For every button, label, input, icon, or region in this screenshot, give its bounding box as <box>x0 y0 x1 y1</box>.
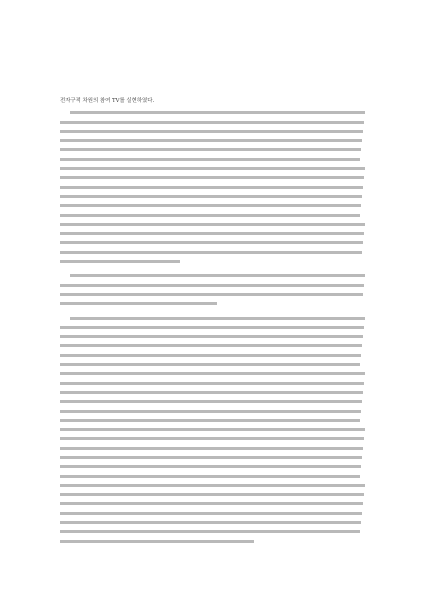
text-line-placeholder <box>60 167 365 176</box>
text-line-placeholder <box>60 344 365 353</box>
text-line-placeholder <box>60 391 365 400</box>
text-line-bar <box>60 354 361 357</box>
text-line-bar <box>60 284 364 287</box>
text-line-placeholder <box>60 260 365 269</box>
text-line-placeholder <box>60 372 365 381</box>
text-line-placeholder <box>60 521 365 530</box>
text-line-bar <box>60 530 360 533</box>
first-line: 전자구적 차원의 참여 TV를 실현하였다. <box>60 98 155 104</box>
text-line-placeholder <box>60 251 365 260</box>
text-line-placeholder <box>60 302 365 311</box>
text-line-bar <box>60 493 364 496</box>
text-line-placeholder <box>60 475 365 484</box>
text-line-bar <box>60 260 180 263</box>
text-line-bar <box>60 447 363 450</box>
text-line-bar <box>60 540 254 543</box>
text-line-placeholder <box>60 326 365 335</box>
text-line-bar <box>60 363 360 366</box>
text-line-placeholder <box>60 354 365 363</box>
text-line-placeholder <box>60 363 365 372</box>
text-line-placeholder <box>60 195 365 204</box>
text-line-bar <box>60 130 363 133</box>
text-line-bar <box>60 223 365 226</box>
text-line-bar <box>70 317 365 320</box>
text-line-placeholder <box>60 484 365 493</box>
text-line-bar <box>60 372 365 375</box>
text-line-bar <box>60 158 360 161</box>
text-line-bar <box>60 195 362 198</box>
text-line-placeholder <box>60 293 365 302</box>
text-line-placeholder <box>60 232 365 241</box>
text-line-placeholder <box>60 382 365 391</box>
text-line-bar <box>60 391 363 394</box>
text-line-bar <box>60 293 363 296</box>
text-line-bar <box>60 512 362 515</box>
text-line-placeholder <box>60 274 365 283</box>
text-line-placeholder <box>60 130 365 139</box>
text-line-bar <box>60 437 364 440</box>
text-line-bar <box>60 139 362 142</box>
text-line-bar <box>60 502 363 505</box>
text-line-bar <box>60 419 360 422</box>
text-line-placeholder <box>60 512 365 521</box>
text-line-placeholder <box>60 447 365 456</box>
text-line-placeholder <box>60 158 365 167</box>
text-line-placeholder <box>60 121 365 130</box>
text-line-bar <box>60 232 364 235</box>
unreadable-paragraphs <box>60 111 365 549</box>
text-line-bar <box>60 241 363 244</box>
text-line-placeholder <box>60 223 365 232</box>
text-line-placeholder <box>60 317 365 326</box>
text-line-placeholder <box>60 437 365 446</box>
text-line-bar <box>60 335 363 338</box>
text-line-placeholder <box>60 148 365 157</box>
text-line-bar <box>60 344 362 347</box>
text-line-bar <box>60 251 362 254</box>
text-line-bar <box>60 428 365 431</box>
text-line-bar <box>60 382 364 385</box>
text-line-placeholder <box>60 419 365 428</box>
text-line-bar <box>60 214 360 217</box>
text-line-placeholder <box>60 335 365 344</box>
text-line-bar <box>60 521 361 524</box>
text-line-placeholder <box>60 502 365 511</box>
text-line-placeholder <box>60 111 365 120</box>
text-line-placeholder <box>60 214 365 223</box>
text-line-placeholder <box>60 540 365 549</box>
text-line-placeholder <box>60 204 365 213</box>
text-line-bar <box>60 410 361 413</box>
text-line-bar <box>60 465 361 468</box>
text-line-bar <box>60 121 364 124</box>
text-line-placeholder <box>60 176 365 185</box>
text-line-placeholder <box>60 186 365 195</box>
text-line-placeholder <box>60 400 365 409</box>
text-line-bar <box>60 148 361 151</box>
text-line-bar <box>60 400 362 403</box>
text-line-placeholder <box>60 428 365 437</box>
text-line-placeholder <box>60 139 365 148</box>
text-line-bar <box>60 186 363 189</box>
body-text <box>60 97 365 549</box>
text-line-bar <box>60 302 217 305</box>
text-line-placeholder <box>60 493 365 502</box>
text-line-bar <box>60 167 365 170</box>
text-line-placeholder <box>60 241 365 250</box>
text-line-bar <box>60 204 361 207</box>
text-line-placeholder <box>60 456 365 465</box>
text-line-bar <box>60 326 364 329</box>
text-line-bar <box>70 274 365 277</box>
text-line-bar <box>60 456 362 459</box>
text-line-placeholder <box>60 284 365 293</box>
text-line-placeholder <box>60 465 365 474</box>
text-line-bar <box>60 484 365 487</box>
text-line-bar <box>70 111 365 114</box>
text-line-placeholder <box>60 530 365 539</box>
text-line-bar <box>60 176 364 179</box>
text-line-placeholder <box>60 410 365 419</box>
text-line-bar <box>60 475 360 478</box>
